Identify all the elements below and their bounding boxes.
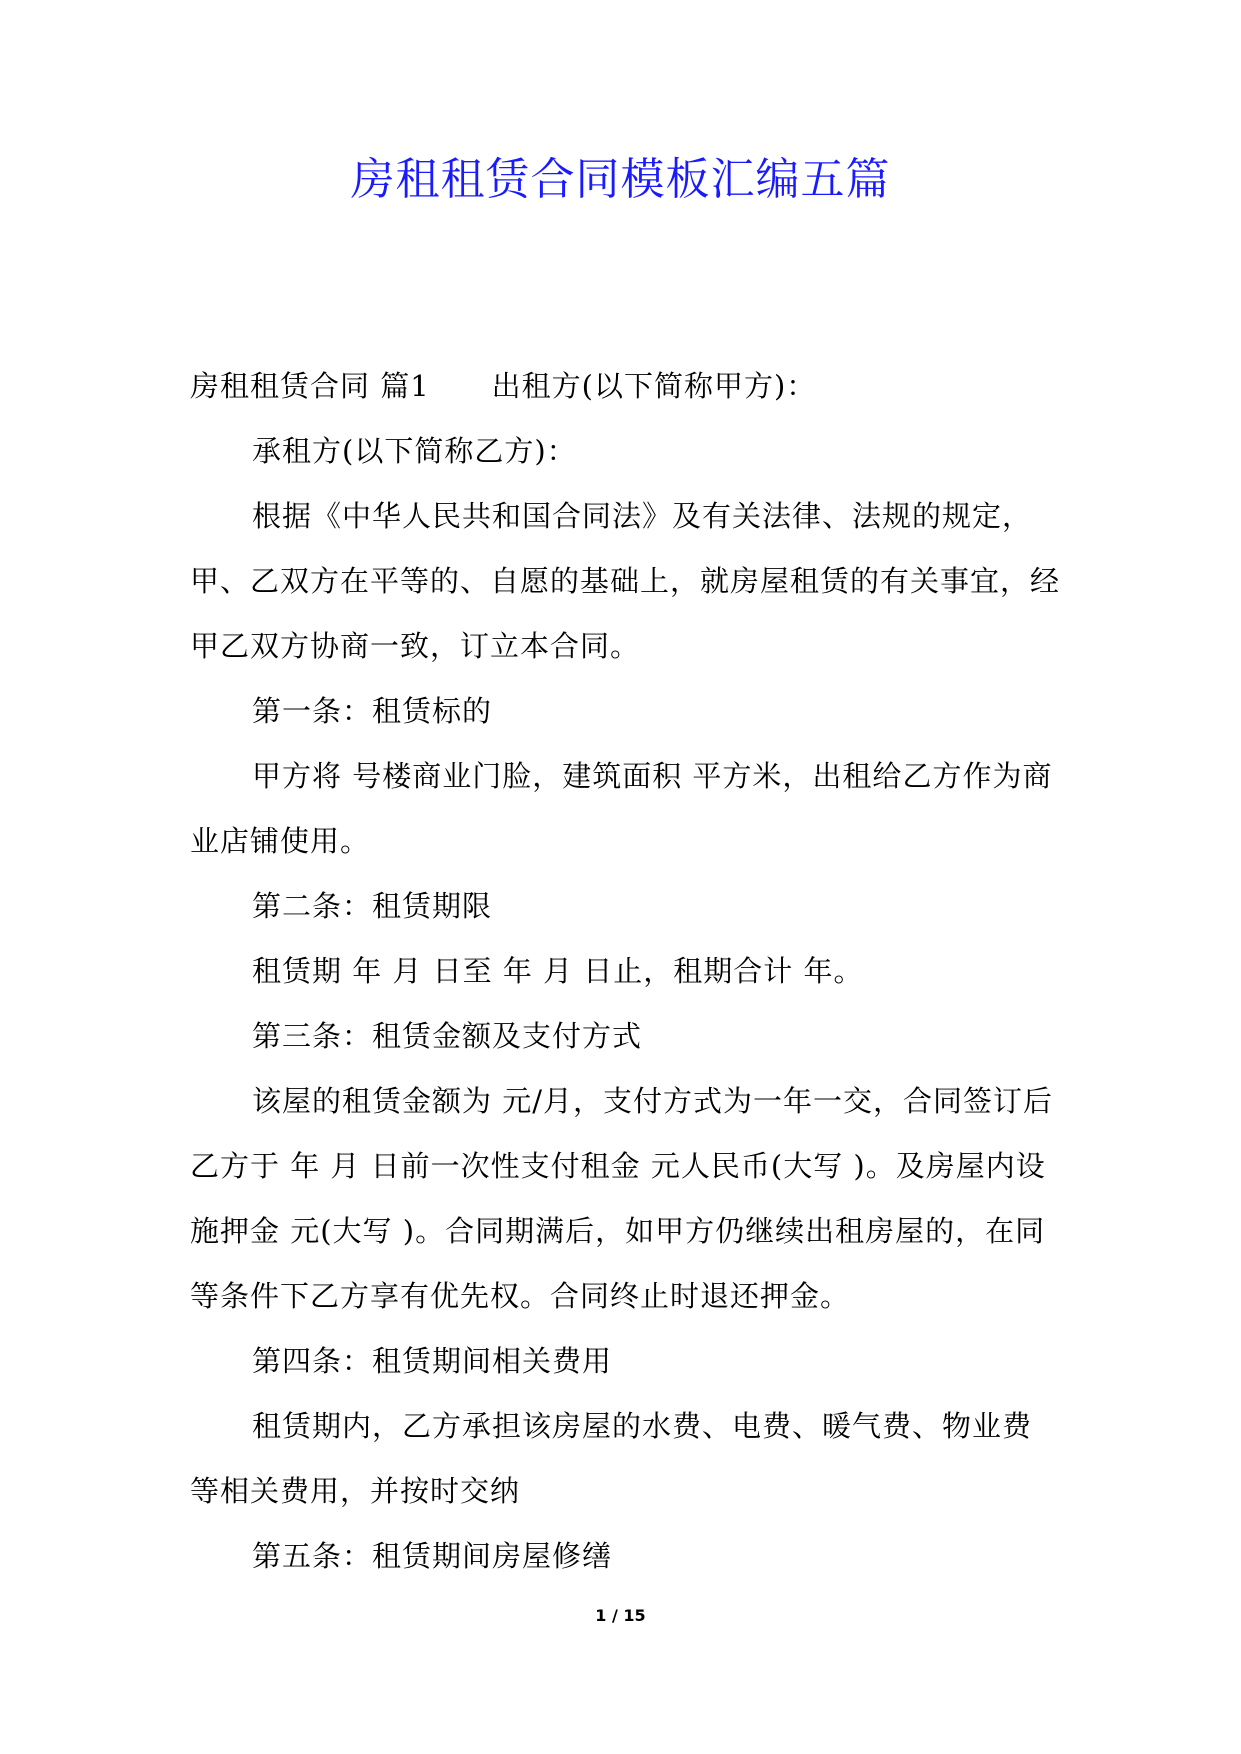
- lessor-label: 出租方(以下简称甲方)：: [491, 369, 817, 403]
- paragraph-11: 租赁期内，乙方承担该房屋的水费、电费、暖气费、物业费等相关费用，并按时交纳: [190, 1409, 1033, 1508]
- document-title: 房租租赁合同模板汇编五篇: [350, 154, 891, 205]
- paragraph-10: 第四条：租赁期间相关费用: [252, 1344, 613, 1378]
- contract-heading: 房租租赁合同 篇1: [190, 369, 430, 403]
- paragraph-4: 第一条：租赁标的: [252, 694, 493, 728]
- paragraph-9: 该屋的租赁金额为 元/月，支付方式为一年一交，合同签订后乙方于 年 月 日前一次性支付租金 元人民币(大写 )。及房屋内设施押金 元(大写 )。合同期满后，如甲方仍继续出租房屋的，在同等条件下乙方享有优先权。合同终止时退还押金。: [190, 1084, 1053, 1313]
- page-number: 1 / 15: [595, 1606, 646, 1625]
- paragraph-6: 第二条：租赁期限: [252, 889, 493, 923]
- paragraph-5: 甲方将 号楼商业门脸，建筑面积 平方米，出租给乙方作为商业店铺使用。: [190, 759, 1053, 858]
- paragraph-3: 根据《中华人民共和国合同法》及有关法律、法规的规定，甲、乙双方在平等的、自愿的基础上，就房屋租赁的有关事宜，经甲乙双方协商一致，订立本合同。: [190, 499, 1061, 663]
- paragraph-2: 承租方(以下简称乙方)：: [252, 434, 577, 468]
- paragraph-8: 第三条：租赁金额及支付方式: [252, 1019, 643, 1053]
- paragraph-1: [190, 354, 1060, 419]
- document-body: [190, 354, 1060, 1589]
- paragraph-7: 租赁期 年 月 日至 年 月 日止，租期合计 年。: [252, 954, 864, 988]
- paragraph-12: 第五条：租赁期间房屋修缮: [252, 1539, 613, 1573]
